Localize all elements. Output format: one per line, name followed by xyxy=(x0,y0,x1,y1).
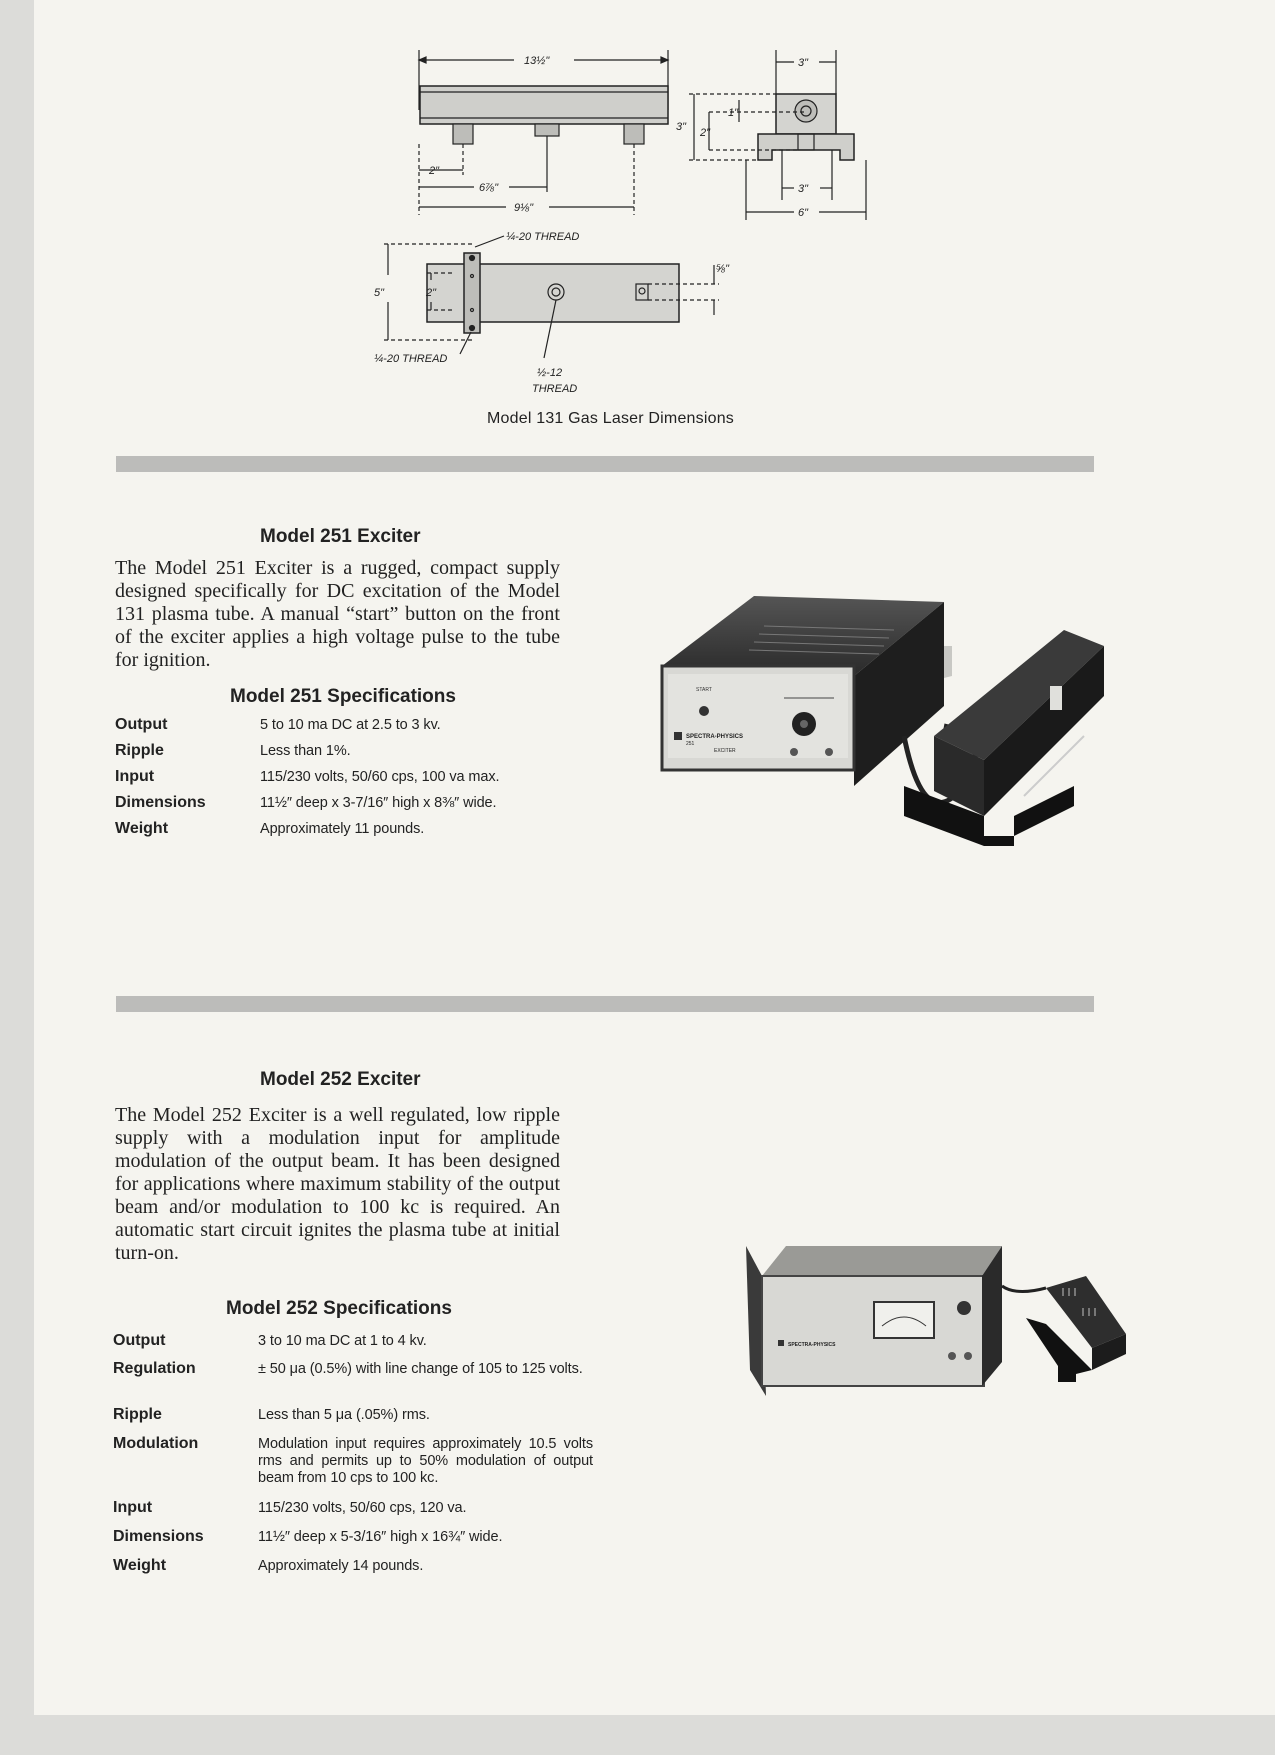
dim-end-2: 2" xyxy=(700,127,711,139)
spec-value: 5 to 10 ma DC at 2.5 to 3 kv. xyxy=(260,717,441,733)
thread-label-half: ½-12 xyxy=(537,367,563,379)
spec-label: Input xyxy=(113,1499,153,1516)
model-252-description: The Model 252 Exciter is a well regulated, low ripple supply with a modulation input for amplitude modulation of the output beam. It has been designed for applications where maximum stability of the output beam and/or modulation to 100 kc is required. An automatic start circuit ignites the plasma tube at initial turn-on. xyxy=(115,1104,560,1264)
spec-value: Less than 5 μa (.05%) rms. xyxy=(258,1407,430,1423)
dim-end-1: 1" xyxy=(728,107,739,119)
model-251-spec-title: Model 251 Specifications xyxy=(230,686,456,707)
dim-len-2: 2" xyxy=(429,165,440,177)
dim-len-6: 6⅞" xyxy=(479,182,499,194)
spec-label: Weight xyxy=(115,820,169,837)
dim-length-total: 13½" xyxy=(524,55,550,67)
spec-label: Output xyxy=(115,716,168,733)
model-252-photo xyxy=(746,1236,1166,1416)
document-page xyxy=(34,0,1275,1715)
spec-label: Input xyxy=(115,768,155,785)
spec-label: Ripple xyxy=(115,742,164,759)
dim-top-5: 5" xyxy=(374,287,385,299)
model-252-spec-title: Model 252 Specifications xyxy=(226,1298,452,1319)
spec-label: Dimensions xyxy=(113,1528,204,1545)
spec-value: 11½″ deep x 3-7/16″ high x 8⅜″ wide. xyxy=(260,795,497,811)
thread-label-3: THREAD xyxy=(532,383,578,395)
spec-label: Weight xyxy=(113,1557,167,1574)
spec-label: Ripple xyxy=(113,1406,162,1423)
spec-label: Output xyxy=(113,1332,166,1349)
spec-value: 115/230 volts, 50/60 cps, 100 va max. xyxy=(260,769,500,785)
dim-end-3-bottom: 3" xyxy=(798,183,809,195)
laser-dimension-drawing xyxy=(374,40,1014,450)
dim-end-6: 6" xyxy=(798,207,809,219)
spec-value: 3 to 10 ma DC at 1 to 4 kv. xyxy=(258,1333,427,1349)
spec-value: 11½″ deep x 5-3/16″ high x 16¾″ wide. xyxy=(258,1529,503,1545)
model-252-title: Model 252 Exciter xyxy=(260,1069,421,1090)
section-divider xyxy=(116,996,1094,1012)
panel-start-label: START xyxy=(696,687,712,693)
spec-label: Dimensions xyxy=(115,794,206,811)
panel-name-label: EXCITER xyxy=(714,748,736,754)
thread-label-1: ¼-20 THREAD xyxy=(506,231,580,243)
dim-top-58: ⅝" xyxy=(716,263,730,275)
panel-model-label: 251 xyxy=(686,741,695,747)
spec-label: Modulation xyxy=(113,1435,199,1452)
spec-value: Approximately 11 pounds. xyxy=(260,821,425,837)
dim-top-2: 2" xyxy=(426,287,437,299)
dim-end-height: 3" xyxy=(676,121,687,133)
panel-brand-label: SPECTRA-PHYSICS xyxy=(686,734,744,740)
figure-caption: Model 131 Gas Laser Dimensions xyxy=(487,410,735,427)
panel-brand-label: SPECTRA-PHYSICS xyxy=(788,1342,836,1348)
spec-value: 115/230 volts, 50/60 cps, 120 va. xyxy=(258,1500,467,1516)
section-divider xyxy=(116,456,1094,472)
model-251-description: The Model 251 Exciter is a rugged, compact supply designed specifically for DC excitation of the Model 131 plasma tube. A manual “start” button on the front of the exciter applies a high voltage pulse to the tube for ignition. xyxy=(115,557,560,671)
spec-value: Modulation input requires approximately 10.5 volts rms and permits up to 50% modulation of output beam from 10 cps to 100 kc. xyxy=(258,1436,593,1486)
spec-value: Less than 1%. xyxy=(260,743,351,759)
spec-label: Regulation xyxy=(113,1360,196,1377)
dim-len-9: 9⅛" xyxy=(514,202,534,214)
model-251-title: Model 251 Exciter xyxy=(260,526,421,547)
thread-label-2: ¼-20 THREAD xyxy=(374,353,448,365)
spec-value: Approximately 14 pounds. xyxy=(258,1558,424,1574)
spec-value: ± 50 μa (0.5%) with line change of 105 to 125 volts. xyxy=(258,1361,583,1377)
model-251-photo xyxy=(654,586,1104,916)
dim-end-width-top: 3" xyxy=(798,57,809,69)
